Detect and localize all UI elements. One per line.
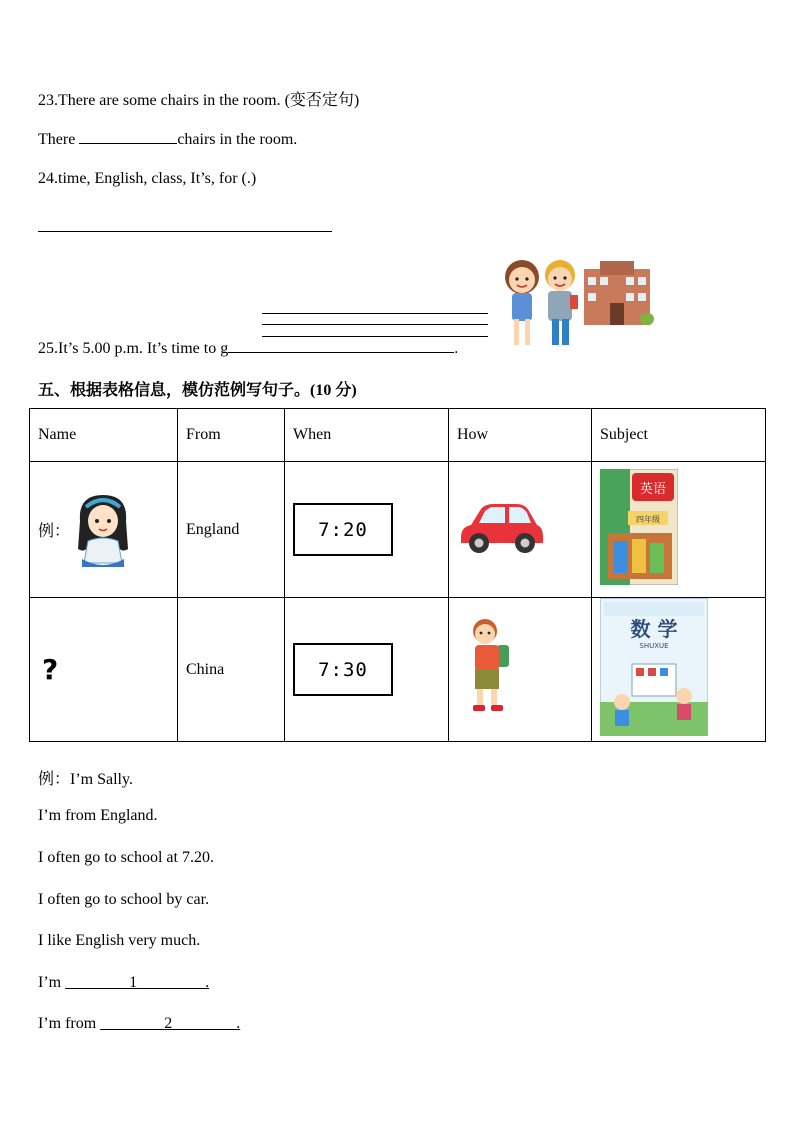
answer-1-suffix: . [205,974,210,991]
clock-example: 7:20 [293,503,393,556]
english-book-title: 英语 [639,482,667,497]
example-line-4: I often go to school by car. [38,891,210,908]
section-five-heading: 五、根据表格信息，模仿范例写句子。(10 分) [38,382,357,399]
girl-sally-icon [72,491,134,569]
example-label: 例： [38,523,71,540]
q25-before: 25.It’s 5.00 p.m. It’s time to g [38,340,229,357]
answer-1-blank[interactable] [65,974,209,991]
example-line-3: I often go to school at 7.20. [38,849,214,866]
answer-line-2 [38,1015,240,1033]
clock-question: 7:30 [293,643,393,696]
q25-blank[interactable] [228,338,454,353]
header-from: From [178,409,285,462]
q23-prompt: 23.There are some chairs in the room. (变否定句) [38,92,360,109]
q23-after: chairs in the room. [177,131,298,148]
question-mark: ? [42,653,59,686]
math-book-title: 数 学 [630,617,678,641]
table-row-question [30,598,766,742]
q23-blank[interactable] [79,129,177,144]
kids-going-to-school-illustration [500,255,656,355]
q23-answer-line [38,129,297,149]
header-when: When [285,409,449,462]
english-book-grade: 四年级 [636,515,660,524]
q25-after: . [454,340,459,357]
answer-2-blank[interactable] [100,1015,240,1032]
cell-subject-question [592,598,766,742]
answer-1-number: 1 [129,974,138,991]
walking-boy-icon [465,617,511,717]
cell-when-question [285,598,449,742]
math-book-subtitle: SHUXUE [639,642,669,650]
cell-from-example: England [178,462,285,598]
header-subject: Subject [592,409,766,462]
cell-name-question [30,598,178,742]
cell-from-question: China [178,598,285,742]
cell-how-example [449,462,592,598]
car-icon [457,499,545,555]
q25-writing-line-3[interactable] [262,336,488,337]
table-row-example [30,462,766,598]
cell-name-example [30,462,178,598]
q24-prompt: 24.time, English, class, It’s, for (.) [38,170,257,187]
cell-when-example [285,462,449,598]
example-line-5: I like English very much. [38,932,201,949]
example-line-2: I’m from England. [38,807,158,824]
answer-2-prefix: I’m from [38,1015,101,1032]
q25-writing-line-2[interactable] [262,324,488,325]
school-building-icon [584,261,654,325]
answer-1-prefix: I’m [38,974,66,991]
table-header-row [30,409,766,462]
q25-writing-line-1[interactable] [262,313,488,314]
cell-subject-example [592,462,766,598]
answer-2-number: 2 [164,1015,173,1032]
math-textbook-icon [600,598,708,736]
info-table [29,408,766,742]
q23-before: There [38,131,80,148]
girl-student-icon [505,260,539,345]
cell-how-question [449,598,592,742]
boy-student-icon [545,260,578,345]
answer-line-1 [38,974,209,992]
english-textbook-icon [600,469,678,585]
q25-prompt [38,338,458,358]
header-name: Name [30,409,178,462]
answer-2-suffix: . [236,1015,241,1032]
example-line-1: 例：I’m Sally. [38,771,133,788]
header-how: How [449,409,592,462]
q24-answer-line[interactable] [38,231,332,232]
